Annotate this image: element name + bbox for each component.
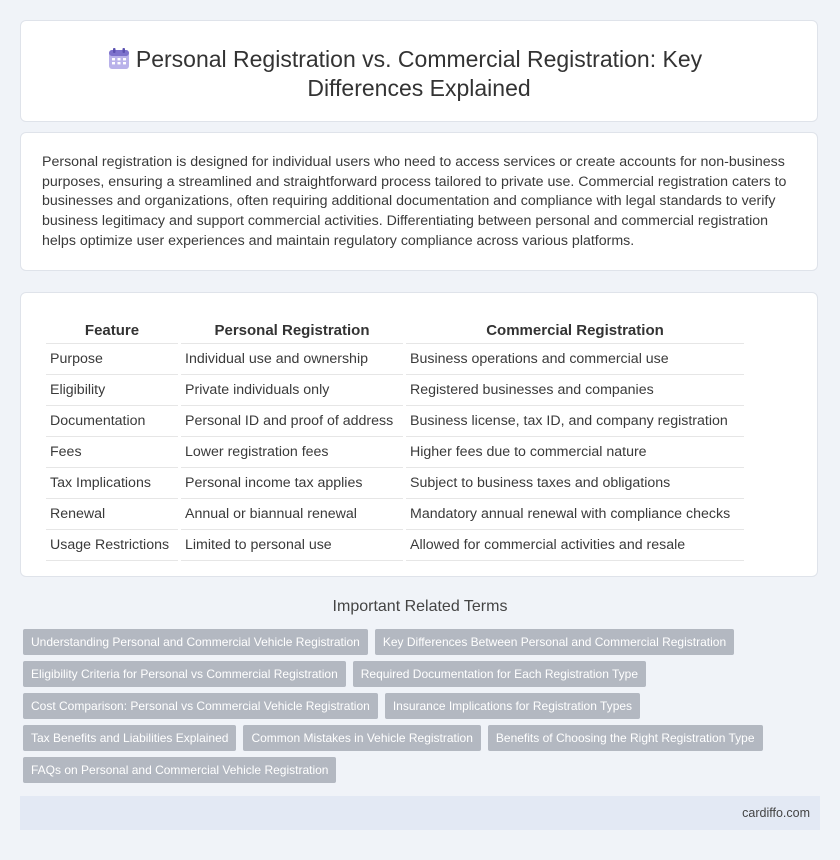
table-row — [46, 375, 744, 406]
table-row — [46, 437, 744, 468]
table-header-row — [46, 313, 744, 344]
header-commercial-registration: Commercial Registration — [406, 313, 744, 344]
cell-feature: Eligibility — [46, 375, 178, 406]
cell-commercial: Mandatory annual renewal with compliance checks — [406, 499, 744, 530]
cell-feature: Tax Implications — [46, 468, 178, 499]
cell-personal: Personal ID and proof of address — [181, 406, 403, 437]
page-title: Personal Registration vs. Commercial Registration: Key Differences Explained — [135, 46, 703, 101]
related-terms-heading: Important Related Terms — [332, 598, 508, 615]
cell-commercial: Business license, tax ID, and company registration — [406, 406, 744, 437]
footer — [20, 796, 820, 830]
related-term-tag[interactable]: Required Documentation for Each Registration Type — [353, 661, 646, 687]
cell-feature: Purpose — [46, 344, 178, 375]
footer-site-link[interactable]: cardiffo.com — [742, 806, 810, 820]
cell-personal: Annual or biannual renewal — [181, 499, 403, 530]
related-term-tag[interactable]: Insurance Implications for Registration Types — [385, 693, 640, 719]
comparison-table — [43, 313, 747, 561]
cell-personal: Personal income tax applies — [181, 468, 403, 499]
comparison-table-card — [20, 292, 818, 577]
cell-commercial: Business operations and commercial use — [406, 344, 744, 375]
cell-feature: Renewal — [46, 499, 178, 530]
related-term-tag[interactable]: Key Differences Between Personal and Commercial Registration — [375, 629, 734, 655]
header-feature: Feature — [46, 313, 178, 344]
header-personal-registration: Personal Registration — [181, 313, 403, 344]
cell-personal: Private individuals only — [181, 375, 403, 406]
calendar-icon — [107, 47, 131, 71]
title-row — [21, 45, 817, 103]
cell-personal: Limited to personal use — [181, 530, 403, 561]
intro-paragraph: Personal registration is designed for individual users who need to access services or create accounts for non-business purposes, ensuring a streamlined and straightforward process tailored to private use. Commercial registration caters to businesses and organizations, often requiring additional documentation and compliance with legal standards to verify business legitimacy and support commercial activities. Differentiating between personal and commercial registration helps optimize user experiences and maintain regulatory compliance across various platforms. — [42, 154, 787, 249]
related-terms-list — [23, 629, 813, 783]
table-row — [46, 406, 744, 437]
cell-commercial: Allowed for commercial activities and resale — [406, 530, 744, 561]
cell-personal: Individual use and ownership — [181, 344, 403, 375]
intro-card — [20, 132, 818, 271]
table-row — [46, 530, 744, 561]
cell-commercial: Registered businesses and companies — [406, 375, 744, 406]
table-row — [46, 499, 744, 530]
cell-commercial: Subject to business taxes and obligations — [406, 468, 744, 499]
title-card — [20, 20, 818, 122]
related-term-tag[interactable]: Common Mistakes in Vehicle Registration — [243, 725, 480, 751]
cell-feature: Fees — [46, 437, 178, 468]
cell-personal: Lower registration fees — [181, 437, 403, 468]
cell-feature: Documentation — [46, 406, 178, 437]
related-term-tag[interactable]: Understanding Personal and Commercial Vehicle Registration — [23, 629, 368, 655]
cell-commercial: Higher fees due to commercial nature — [406, 437, 744, 468]
related-term-tag[interactable]: Cost Comparison: Personal vs Commercial Vehicle Registration — [23, 693, 378, 719]
related-term-tag[interactable]: Tax Benefits and Liabilities Explained — [23, 725, 236, 751]
table-row — [46, 344, 744, 375]
related-term-tag[interactable]: Benefits of Choosing the Right Registration Type — [488, 725, 763, 751]
related-term-tag[interactable]: FAQs on Personal and Commercial Vehicle Registration — [23, 757, 336, 783]
cell-feature: Usage Restrictions — [46, 530, 178, 561]
related-term-tag[interactable]: Eligibility Criteria for Personal vs Commercial Registration — [23, 661, 346, 687]
table-row — [46, 468, 744, 499]
